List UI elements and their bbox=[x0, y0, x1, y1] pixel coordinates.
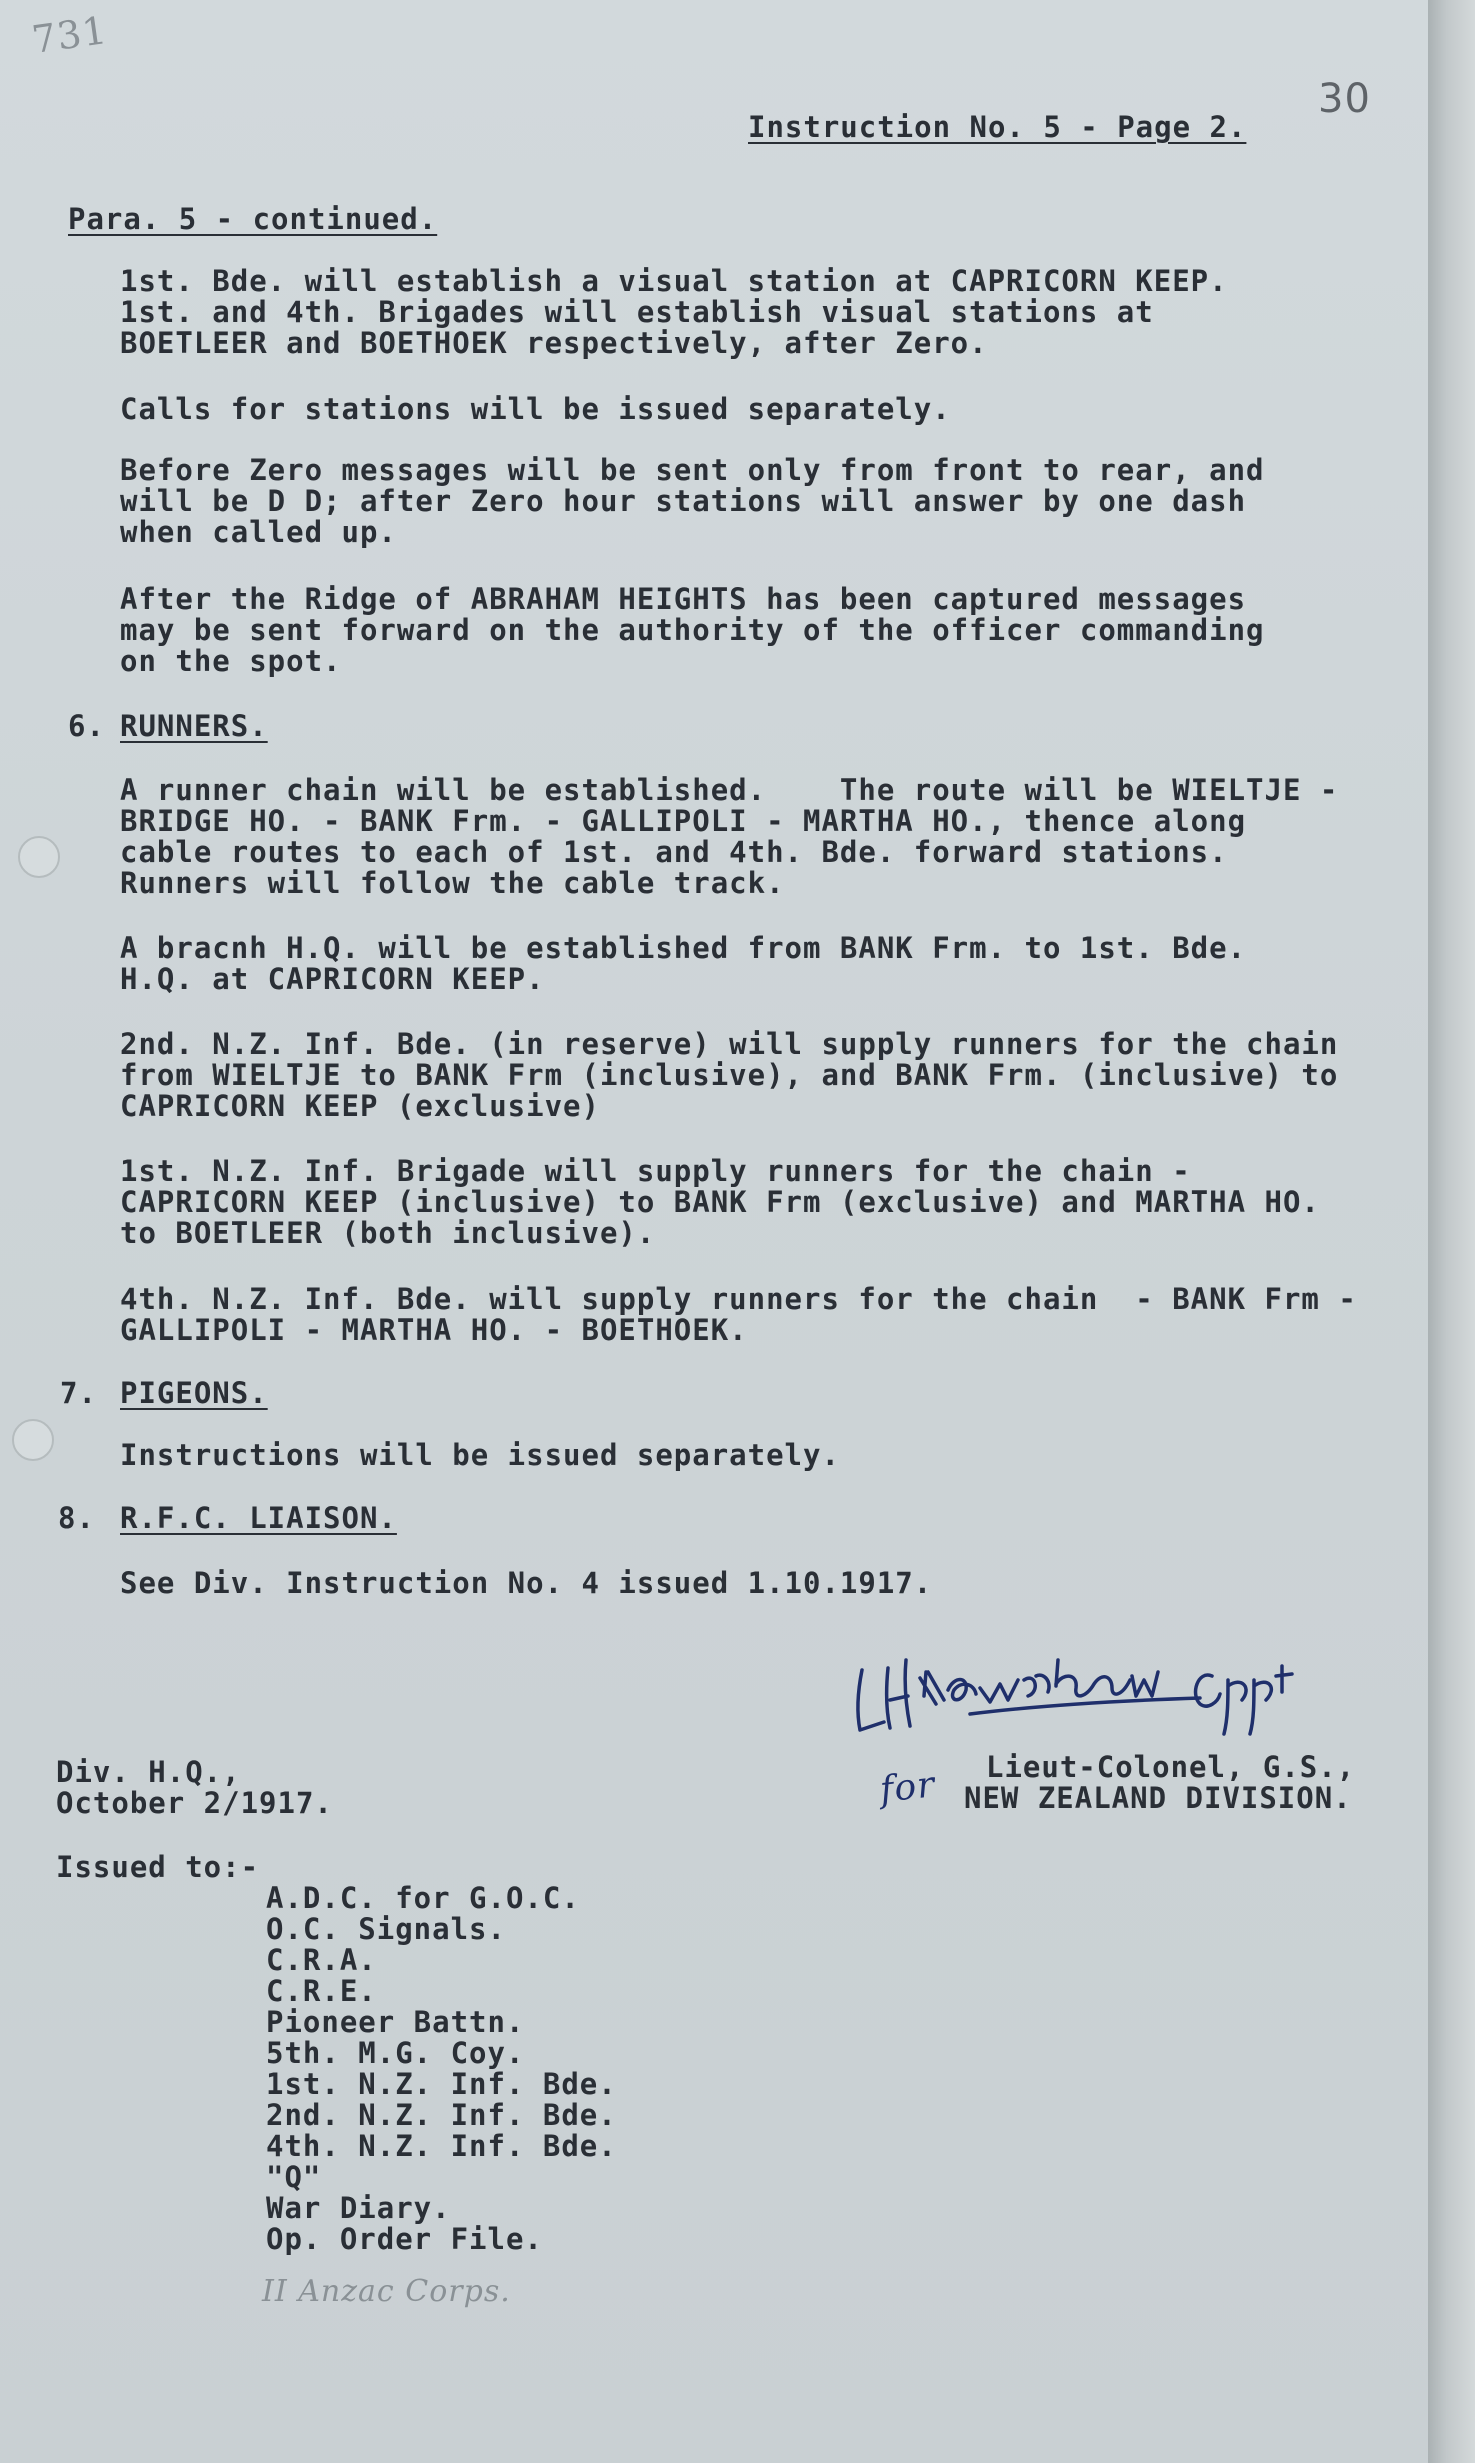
distribution-recipient: 5th. M.G. Coy. bbox=[266, 2036, 525, 2070]
distribution-recipient: C.R.A. bbox=[266, 1943, 377, 1977]
distribution-recipient: A.D.C. for G.O.C. bbox=[266, 1881, 580, 1915]
pencil-note: II Anzac Corps. bbox=[262, 2274, 511, 2309]
punch-hole-upper bbox=[18, 836, 60, 878]
distribution-recipient: O.C. Signals. bbox=[266, 1912, 506, 1946]
para5-line: Calls for stations will be issued separately. bbox=[120, 392, 951, 426]
runners-line: 1st. N.Z. Inf. Brigade will supply runners for the chain - bbox=[120, 1154, 1191, 1188]
para5-line: BOETLEER and BOETHOEK respectively, after Zero. bbox=[120, 326, 988, 360]
distribution-label: Issued to:- bbox=[56, 1850, 260, 1884]
para5-line: 1st. Bde. will establish a visual station at CAPRICORN KEEP. bbox=[120, 264, 1228, 298]
rfc-liaison-line: See Div. Instruction No. 4 issued 1.10.1917. bbox=[120, 1566, 933, 1600]
para5-line: may be sent forward on the authority of the officer commanding bbox=[120, 613, 1265, 647]
runners-line: 4th. N.Z. Inf. Bde. will supply runners for the chain - BANK Frm - bbox=[120, 1282, 1357, 1316]
punch-hole-lower bbox=[12, 1419, 54, 1461]
runners-line: H.Q. at CAPRICORN KEEP. bbox=[120, 962, 545, 996]
section-number: 8. bbox=[58, 1501, 95, 1535]
page-number: 30 bbox=[1318, 76, 1371, 122]
runners-line: A runner chain will be established. The route will be WIELTJE - bbox=[120, 773, 1339, 807]
distribution-recipient: Op. Order File. bbox=[266, 2222, 543, 2256]
rfc-liaison-heading: R.F.C. LIAISON. bbox=[120, 1501, 397, 1535]
runners-line: CAPRICORN KEEP (inclusive) to BANK Frm (exclusive) and MARTHA HO. bbox=[120, 1185, 1320, 1219]
signature-name-hidden: L H Hawthorne Capt bbox=[872, 1632, 883, 1633]
distribution-recipient: "Q" bbox=[266, 2160, 322, 2194]
distribution-recipient: 1st. N.Z. Inf. Bde. bbox=[266, 2067, 617, 2101]
distribution-recipient: 2nd. N.Z. Inf. Bde. bbox=[266, 2098, 617, 2132]
para5-line: After the Ridge of ABRAHAM HEIGHTS has been captured messages bbox=[120, 582, 1247, 616]
signature-for: for bbox=[878, 1764, 938, 1811]
origin-line: Div. H.Q., bbox=[56, 1755, 241, 1789]
document-header: Instruction No. 5 - Page 2. bbox=[748, 110, 1247, 144]
pigeons-line: Instructions will be issued separately. bbox=[120, 1438, 840, 1472]
distribution-recipient: War Diary. bbox=[266, 2191, 451, 2225]
distribution-recipient: 4th. N.Z. Inf. Bde. bbox=[266, 2129, 617, 2163]
para5-heading: Para. 5 - continued. bbox=[68, 202, 438, 236]
runners-line: Runners will follow the cable track. bbox=[120, 866, 785, 900]
signatory-title: Lieut-Colonel, G.S., bbox=[986, 1750, 1356, 1784]
runners-line: BRIDGE HO. - BANK Frm. - GALLIPOLI - MARTHA HO., thence along bbox=[120, 804, 1247, 838]
section-number: 6. bbox=[68, 709, 105, 743]
section-number: 7. bbox=[60, 1376, 97, 1410]
runners-line: 2nd. N.Z. Inf. Bde. (in reserve) will supply runners for the chain bbox=[120, 1027, 1339, 1061]
runners-line: from WIELTJE to BANK Frm (inclusive), and BANK Frm. (inclusive) to bbox=[120, 1058, 1339, 1092]
distribution-recipient: C.R.E. bbox=[266, 1974, 377, 2008]
runners-line: A bracnh H.Q. will be established from BANK Frm. to 1st. Bde. bbox=[120, 931, 1247, 965]
origin-date: October 2/1917. bbox=[56, 1786, 333, 1820]
para5-line: will be D D; after Zero hour stations will answer by one dash bbox=[120, 484, 1247, 518]
handwritten-signature bbox=[850, 1610, 1320, 1740]
para5-line: when called up. bbox=[120, 515, 397, 549]
para5-line: 1st. and 4th. Brigades will establish visual stations at bbox=[120, 295, 1154, 329]
runners-line: CAPRICORN KEEP (exclusive) bbox=[120, 1089, 600, 1123]
runners-line: cable routes to each of 1st. and 4th. Bde. forward stations. bbox=[120, 835, 1228, 869]
adjacent-page-edge bbox=[1428, 0, 1475, 2463]
signatory-unit: NEW ZEALAND DIVISION. bbox=[964, 1781, 1352, 1815]
runners-line: to BOETLEER (both inclusive). bbox=[120, 1216, 656, 1250]
runners-heading: RUNNERS. bbox=[120, 709, 268, 743]
distribution-recipient: Pioneer Battn. bbox=[266, 2005, 525, 2039]
runners-line: GALLIPOLI - MARTHA HO. - BOETHOEK. bbox=[120, 1313, 748, 1347]
archive-number: 731 bbox=[29, 7, 111, 63]
para5-line: Before Zero messages will be sent only from front to rear, and bbox=[120, 453, 1265, 487]
para5-line: on the spot. bbox=[120, 644, 342, 678]
pigeons-heading: PIGEONS. bbox=[120, 1376, 268, 1410]
